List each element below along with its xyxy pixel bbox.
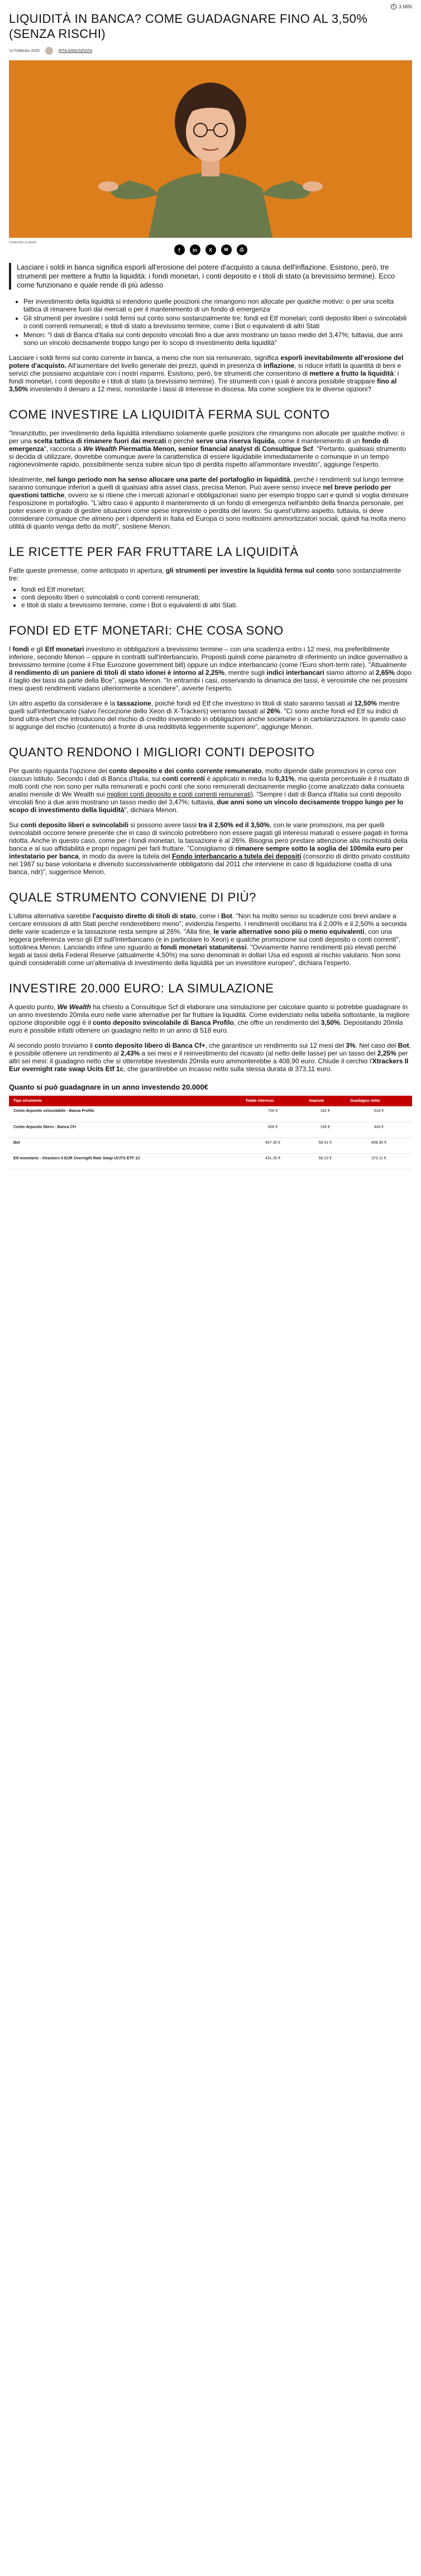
section-paragraph [9,821,412,876]
text-bold: 2,25% [377,1049,396,1057]
text-bold: 26% [266,707,280,715]
text-bold: gli strumenti per investire la liquidità ferma sul conto [165,567,334,574]
text-bold: 3% [346,1042,356,1049]
article-link[interactable]: migliori conti deposito e conti correnti remunerati [106,790,251,798]
text: . "Pertanto, qualsiasi strumento si decida di utilizzare, dovrebbe comunque avere la caratteristica di essere liquidabile immediatamente o comunque in un tempo ragionevolmente rapido, possibilmente senza subire alcun tipo di perdita rispetto all'ammontare investito", aggiunge l'esperto. [9,445,406,468]
print-icon[interactable]: ⎙ [237,244,247,255]
text: ). "Sempre i dati di Banca d'Italia sui conti deposito vincolati fino a due anni mostrano un tasso medio del 3,47%; tuttavia, [9,790,401,806]
text-bold: conto deposito libero di Banca Cf+ [94,1042,205,1049]
text: : i fondi monetari, i conti deposito e i titoli di stato (a brevissimo termine). Tre strumenti con i quali è ancora possibile strappare [9,370,399,385]
intro-paragraph [9,354,412,393]
share-caption: CONDIVIDI LA NEWS [9,241,37,244]
text-bold: indici interbancari [266,669,324,677]
text: , molto dipende dalle promozioni in corso con ciascun istituto. Secondo i dati di Banca d'Italia, sui [9,767,396,783]
text: sono sostanzialmente tre: [9,567,401,582]
text: Lasciare i soldi fermi sul conto corrente in banca, a meno che non sia remunerato, significa [9,354,281,362]
section-heading: COME INVESTIRE LA LIQUIDITÀ FERMA SUL CONTO [9,407,330,421]
text: (consorzio di diritto privato costituito nel 1987 su base volontaria e divenuto successivamente obbligatorio dal 2011 che interviene in caso di liquidazione coatta di una banca, ndr)", suggerisce Menon. [9,852,410,876]
column-header: Imposte [305,1096,346,1106]
article-date: 13 Febbraio 2025 [9,49,40,53]
text: , con una leggera preferenza verso gli Etf sull'interbancario (e in particolare lo Xeon) e qualche promozione sui conti deposito o conti correnti", sottolinea Menon. Lanciando infine uno sguardo ai [9,928,400,951]
text: investendo il denaro a 12 mesi, nonostante i tassi di interesse in discesa. Ma come scegliere tra le diverse opzioni? [28,385,372,393]
hero-image [9,60,412,238]
x-icon[interactable]: X [205,244,216,255]
list-item: • conti deposito liberi o svincolabili o conti correnti remunerati; [21,593,412,601]
text-bold: fino al 3,50% [9,377,397,393]
summary-item: • Menon: "I dati di Banca d'Italia sui conti deposito vincolati fino a due anni mostrano un tasso medio del 3,47%; tuttavia, due anni sono un vincolo decisamente troppo lungo per lo scopo di investimento della liquidità" [23,331,412,347]
text-bold: 2,43% [121,1049,140,1057]
text-bold: fondi monetari statunitensi [160,943,247,951]
text-bold: conti deposito liberi o svincolabili [20,821,129,829]
article-page [0,0,421,1192]
text: Fatte queste premesse, come anticipato in apertura, [9,567,166,574]
text-bold: fondi [12,645,29,653]
list-item: • e titoli di stato a brevissimo termine, come i Bot o equivalenti di altri Stati. [21,601,412,609]
text: siamo attorno al [324,669,376,677]
text: mentre quelli sull'interbancario (salvo l'eccezione dello Xeon di X-Trackers) verranno tassati al [9,699,400,715]
text: , poiché fondi ed Etf che investono in titoli di stato saranno tassati al [151,699,355,707]
top-bar [9,0,412,13]
instrument-name: Bot [13,1140,20,1145]
author-link[interactable]: RITA ANNUNZIATA [58,49,93,53]
column-header: Guadagno netto [346,1096,412,1106]
table-cell [9,1153,241,1169]
clock-icon [391,4,396,9]
text-bold: nel breve periodo per questioni tattiche [9,483,391,499]
article-meta [9,47,412,55]
text-bold: Etf monetari [45,645,84,653]
instrument-name: Conto deposito libero - Banca Cf+ [13,1125,76,1129]
text: , perché i rendimenti sul lungo termine saranno comunque inferiori a quelli di qualsiasi altra asset class, precisa Menon. Può avere senso invece [9,476,404,491]
table-cell [9,1138,241,1153]
text-bold: Bot [398,1042,409,1049]
text-bold: mettere a frutto la liquidità [309,370,394,377]
text: a sei mesi e il reinvestimento del ricavato (al netto delle tasse) per un tasso del [140,1049,377,1057]
text: Sui [9,821,21,829]
text: è applicato in media lo [205,775,276,783]
table-cell: 373.11 € [346,1153,412,1169]
section-paragraph [9,1042,412,1073]
text: si possono avere tassi [128,821,199,829]
author-avatar[interactable] [45,47,53,55]
column-header: Tipo strumento [9,1096,241,1106]
table-cell: 156 € [305,1122,346,1138]
text-bold: Bot [221,912,232,920]
text-bold: 2,65% [375,669,395,677]
text-bold: serve una riserva liquida [195,437,275,445]
text: , è possibile ottenere un rendimento al [9,1042,411,1057]
text: . Nel caso dei [355,1042,398,1049]
text: , si riduce infatti la quantità di beni e servizi che possiamo acquistare con i nostri risparmi. Esistono, però, tre strumenti che consentono di [9,362,401,377]
table-cell: 408.90 € [346,1138,412,1153]
text: . "Non ha molto senso su scadenze così brevi andare a cercare emissioni di altri Stati perché renderebbero meno", evidenzia l'esperto. I rendimenti oscillano tra il 2,00% e il 2,50% a seconda delle varie scadenze e la tassazione resta sempre al 26%. "Alla fine, [9,912,407,936]
text: , che garantisce un rendimento sui 12 mesi del [205,1042,346,1049]
text: , mentre sugli [224,669,267,677]
table-header-row [9,1096,412,1106]
section-heading: QUANTO RENDONO I MIGLIORI CONTI DEPOSITO [9,745,315,759]
text-bold: tassazione [117,699,151,707]
text-bold: We Wealth [57,1003,91,1011]
email-icon[interactable]: ✉ [221,244,232,255]
table-cell: 467.30 € [241,1138,305,1153]
text-bold: Xtrackers II Eur overnight rate swap Ucits Etf 1c [9,1057,409,1073]
text: , che offre un rendimento del [233,1019,321,1026]
text: e gli [29,645,45,653]
table-cell: 58.41 € [305,1138,346,1153]
instrument-list [21,586,412,609]
text-bold: conto deposito e dei conto corrente remunerato [109,767,262,775]
text: , ovvero se si ritiene che i mercati azionari e obbligazionari siano per esempio troppo cari e quindi si voglia diminuire l'esposizione in portafoglio. "L'altro caso è appunto il mantenimento di un fondo di emergenza nell'ambito della finanza personale, per poter essere in grado di gestire situazioni come spese impreviste o perdita del lavoro. Su quest'ultimo aspetto, tuttavia, si deve considerare comunque che almeno per i dipendenti in Italia ed Europa ci sono moltissimi ammortizzatori sociali, quindi ha molta meno utilità di quanto venga detto da molti", sostiene Menon. [9,491,409,530]
text: All'aumentare del livello generale dei prezzi, quindi in presenza di [66,362,264,370]
text-bold: inflazione [264,362,295,370]
table-cell: 431.35 € [241,1153,305,1169]
table-row [9,1138,412,1153]
table-row [9,1106,412,1122]
simulation-table [9,1096,412,1169]
table-title: Quanto si può guadagnare in un anno investendo 20.000€ [9,1083,208,1091]
column-header: Totale interessi [241,1096,305,1106]
table-row [9,1122,412,1138]
article-title: LIQUIDITÀ IN BANCA? COME GUADAGNARE FINO AL 3,50% (SENZA RISCHI) [9,12,368,41]
text-bold: nel lungo periodo non ha senso allocare una parte del portafoglio in liquidità [46,476,290,483]
summary-list [23,298,412,347]
section-heading: FONDI ED ETF MONETARI: CHE COSA SONO [9,623,284,637]
text: , come i [195,912,221,920]
text: Un altro aspetto da considerare è la [9,699,117,707]
section-paragraph [9,645,412,692]
facebook-icon[interactable]: f [174,244,185,255]
text-bold: conto deposito svincolabile di Banca Profilo [93,1019,234,1026]
text-bold: le varie alternative sono più o meno equivalenti [213,928,365,936]
text: ", dichiara Menon. [124,806,179,814]
section-paragraph [9,912,412,967]
text: per altri sei mesi: il guadagno netto che si otterrebbe investendo 20mila euro ammonterebbe a 408,90 euro. Chiude il cerchio l' [9,1049,408,1065]
text: ", racconta a [44,445,83,453]
section-paragraph [9,476,412,530]
text-bold: fondo di emergenza [9,437,389,453]
text-bold: il rendimento di un paniere di titoli di stato idonei è intorno al 2,25% [9,669,225,677]
fondo-link[interactable]: Fondo interbancario a tutela dei depositi [172,852,302,860]
table-cell: 518 € [346,1106,412,1122]
text: , con le varie promozioni, ma per quelli svincolabili occorre tenere presente che in caso di svincolo potrebbero non essere pagati gli interessi maturati o essere pagati in forma ridotta. Anche in questo caso, come per i fondi monetari, la tassazione è al 26%. Bisogna però prestare attenzione alla rischiosità della banca e al suo affidabilità e propri rispagmi per farli fruttare. "Consigliamo di [9,821,408,852]
section-paragraph [9,699,412,731]
text: . Depositando 20mila euro è possibile infatti ottenere un guadagno netto in un anno di 518 euro. [9,1019,403,1034]
text: I [9,645,13,653]
text: , come il mantenimento di un [274,437,362,445]
section-paragraph [9,767,412,814]
text-bold: 0,31% [275,775,295,783]
article-lead: Lasciare i soldi in banca significa esporli all'erosione del potere d'acquisto a causa dell'inflazione. Esistono, però, tre strumenti per mettere a frutto la liquidità: i fondi monetari, i conti deposito e i titoli di stato (a brevissimo termine). Ecco come funzionano e quale rende di più adesso [9,263,412,290]
instrument-name: Conto deposito svincolabile - Banca Profilo [13,1109,94,1113]
text-bold: due anni sono un vincolo decisamente troppo lungo per lo scopo di investimento della liquidità [9,798,404,814]
text-bold: scelta tattica di rimanere fuori dai mercati [34,437,166,445]
text: . "Ovviamente hanno rendimenti più elevati perché legati ai tassi della Federal Reserve (attualmente 4,50%) ma sono denominati in dollari Usa ed esposti al rischio valutario. Non sono quindi considerabili come un'alternativa di investimento della liquidità per un investitore europeo", dichiara l'esperto. [9,943,401,967]
text-bold: rimanere sempre sotto la soglia dei 100mila euro per intestatario per banca [9,845,403,860]
text-bold: Piermattia Menon, senior financial analyst di Consultique Scf [118,445,313,453]
text: , che garantirebbe un incasso netto sulla stessa durata di 373,11 euro. [123,1065,332,1073]
table-row [9,1153,412,1169]
summary-item: • Gli strumenti per investire i soldi fermi sul conto sono sostanzialmente tre: fondi ed Etf monetari; conti deposito liberi o svincolabili o conti correnti remunerati; e titoli di stato a brevissimo termine, come i Bot o equivalenti di altri Stati [23,314,412,330]
text-bold: tra il 2,50% ed il 3,50% [198,821,270,829]
summary-item: • Per investimento della liquidità si intendono quelle posizioni che rimangono non allocate per qualche motivo: o per una scelta tattica di rimanere fuori dai mercati o per il mantenimento di un fondo di emergenza [23,298,412,313]
section-heading: INVESTIRE 20.000 EURO: LA SIMULAZIONE [9,981,274,995]
read-time [391,4,412,9]
text: Idealmente, [9,476,46,483]
linkedin-icon[interactable]: in [190,244,200,255]
text-bold: We Wealth [83,445,117,453]
read-time-label: 3 MIN [398,4,412,9]
table-cell: 444 € [346,1122,412,1138]
text-bold: esporli inevitabilmente all'erosione del potere d'acquisto. [9,354,404,370]
section-heading: QUALE STRUMENTO CONVIENE DI PIÙ? [9,890,256,904]
text: investono in obbligazioni a brevissimo termine – con una scadenza entro i 12 mesi, ma preferibilmente inferiore, secondo Menon – oppure in contratti sull'interbancario. Proposti quindi come parametro di riferimento un indice governativo a brevissimo termine (come il Ftse Eurozone government bill) oppure un indice interbancario (come l'Euro short-term rate). "Attualmente [9,645,408,669]
text: ha chiesto a Consultique Scf di elaborare una simulazione per calcolare quanto si potrebbe guadagnare in un anno investendo 20mila euro nelle varie alternative per far fruttare la liquidità. Come evidenziato nella tabella sottostante, la migliore opzione disponibile oggi è il [9,1003,410,1026]
text-bold: conti correnti [162,775,205,783]
instrument-name: Etf monetario - Xtrackers II EUR Overnight Rate Swap UCITS ETF 1C [13,1156,141,1160]
section-paragraph [9,567,412,582]
table-cell [9,1106,241,1122]
table-cell: 700 € [241,1106,305,1122]
text: "Innanzitutto, per investimento della liquidità intendiamo solamente quelle posizioni che rimangono non allocate per qualche motivo: o per una [9,429,405,445]
text: , in modo da avere la tutela del [78,852,173,860]
section-paragraph [9,1003,412,1034]
text: . "Ci sono anche fondi ed Etf su indici di bond ultra-short che introducono del rischio di credito investendo in obbligazioni anche societarie o in cartolarizzazioni. In questo caso si aggiunge del rischio (contenuto) a fronte di una redditività leggermente superiore", aggiunge Menon. [9,707,406,731]
section-heading: LE RICETTE PER FAR FRUTTARE LA LIQUIDITÀ [9,545,299,559]
text: Per quanto riguarda l'opzione dei [9,767,109,775]
table-cell: 600 € [241,1122,305,1138]
text-bold: 12,50% [354,699,377,707]
text: A questo punto, [9,1003,58,1011]
share-bar [9,244,412,255]
table-cell: 182 € [305,1106,346,1122]
text: , ma questa percentuale è il risultato di molti conti che non sono per nulla remunerati e pochi conti che sono remunerati decisamente meglio (come analizzato dalla consueta analisi mensile di We Wealth sui [9,775,409,798]
table-cell: 58.23 € [305,1153,346,1169]
text: dopo il taglio dei tassi da parte della Bce", spiega Menon. "In entrambi i casi, osservando la dinamica dei tassi, è verosimile che nei prossimi mesi questi rendimenti vadano ulteriormente a scendere", avverte l'esperto. [9,669,412,692]
text: L'ultima alternativa sarebbe [9,912,93,920]
text: Al secondo posto troviamo il [9,1042,95,1049]
text: o perché [166,437,196,445]
section-paragraph [9,429,412,468]
list-item: • fondi ed Etf monetari; [21,586,412,593]
text-bold: l'acquisto diretto di titoli di stato [92,912,196,920]
woman-shrugging-illustration [9,60,412,238]
table-cell [9,1122,241,1138]
text-bold: 3,50% [320,1019,340,1026]
